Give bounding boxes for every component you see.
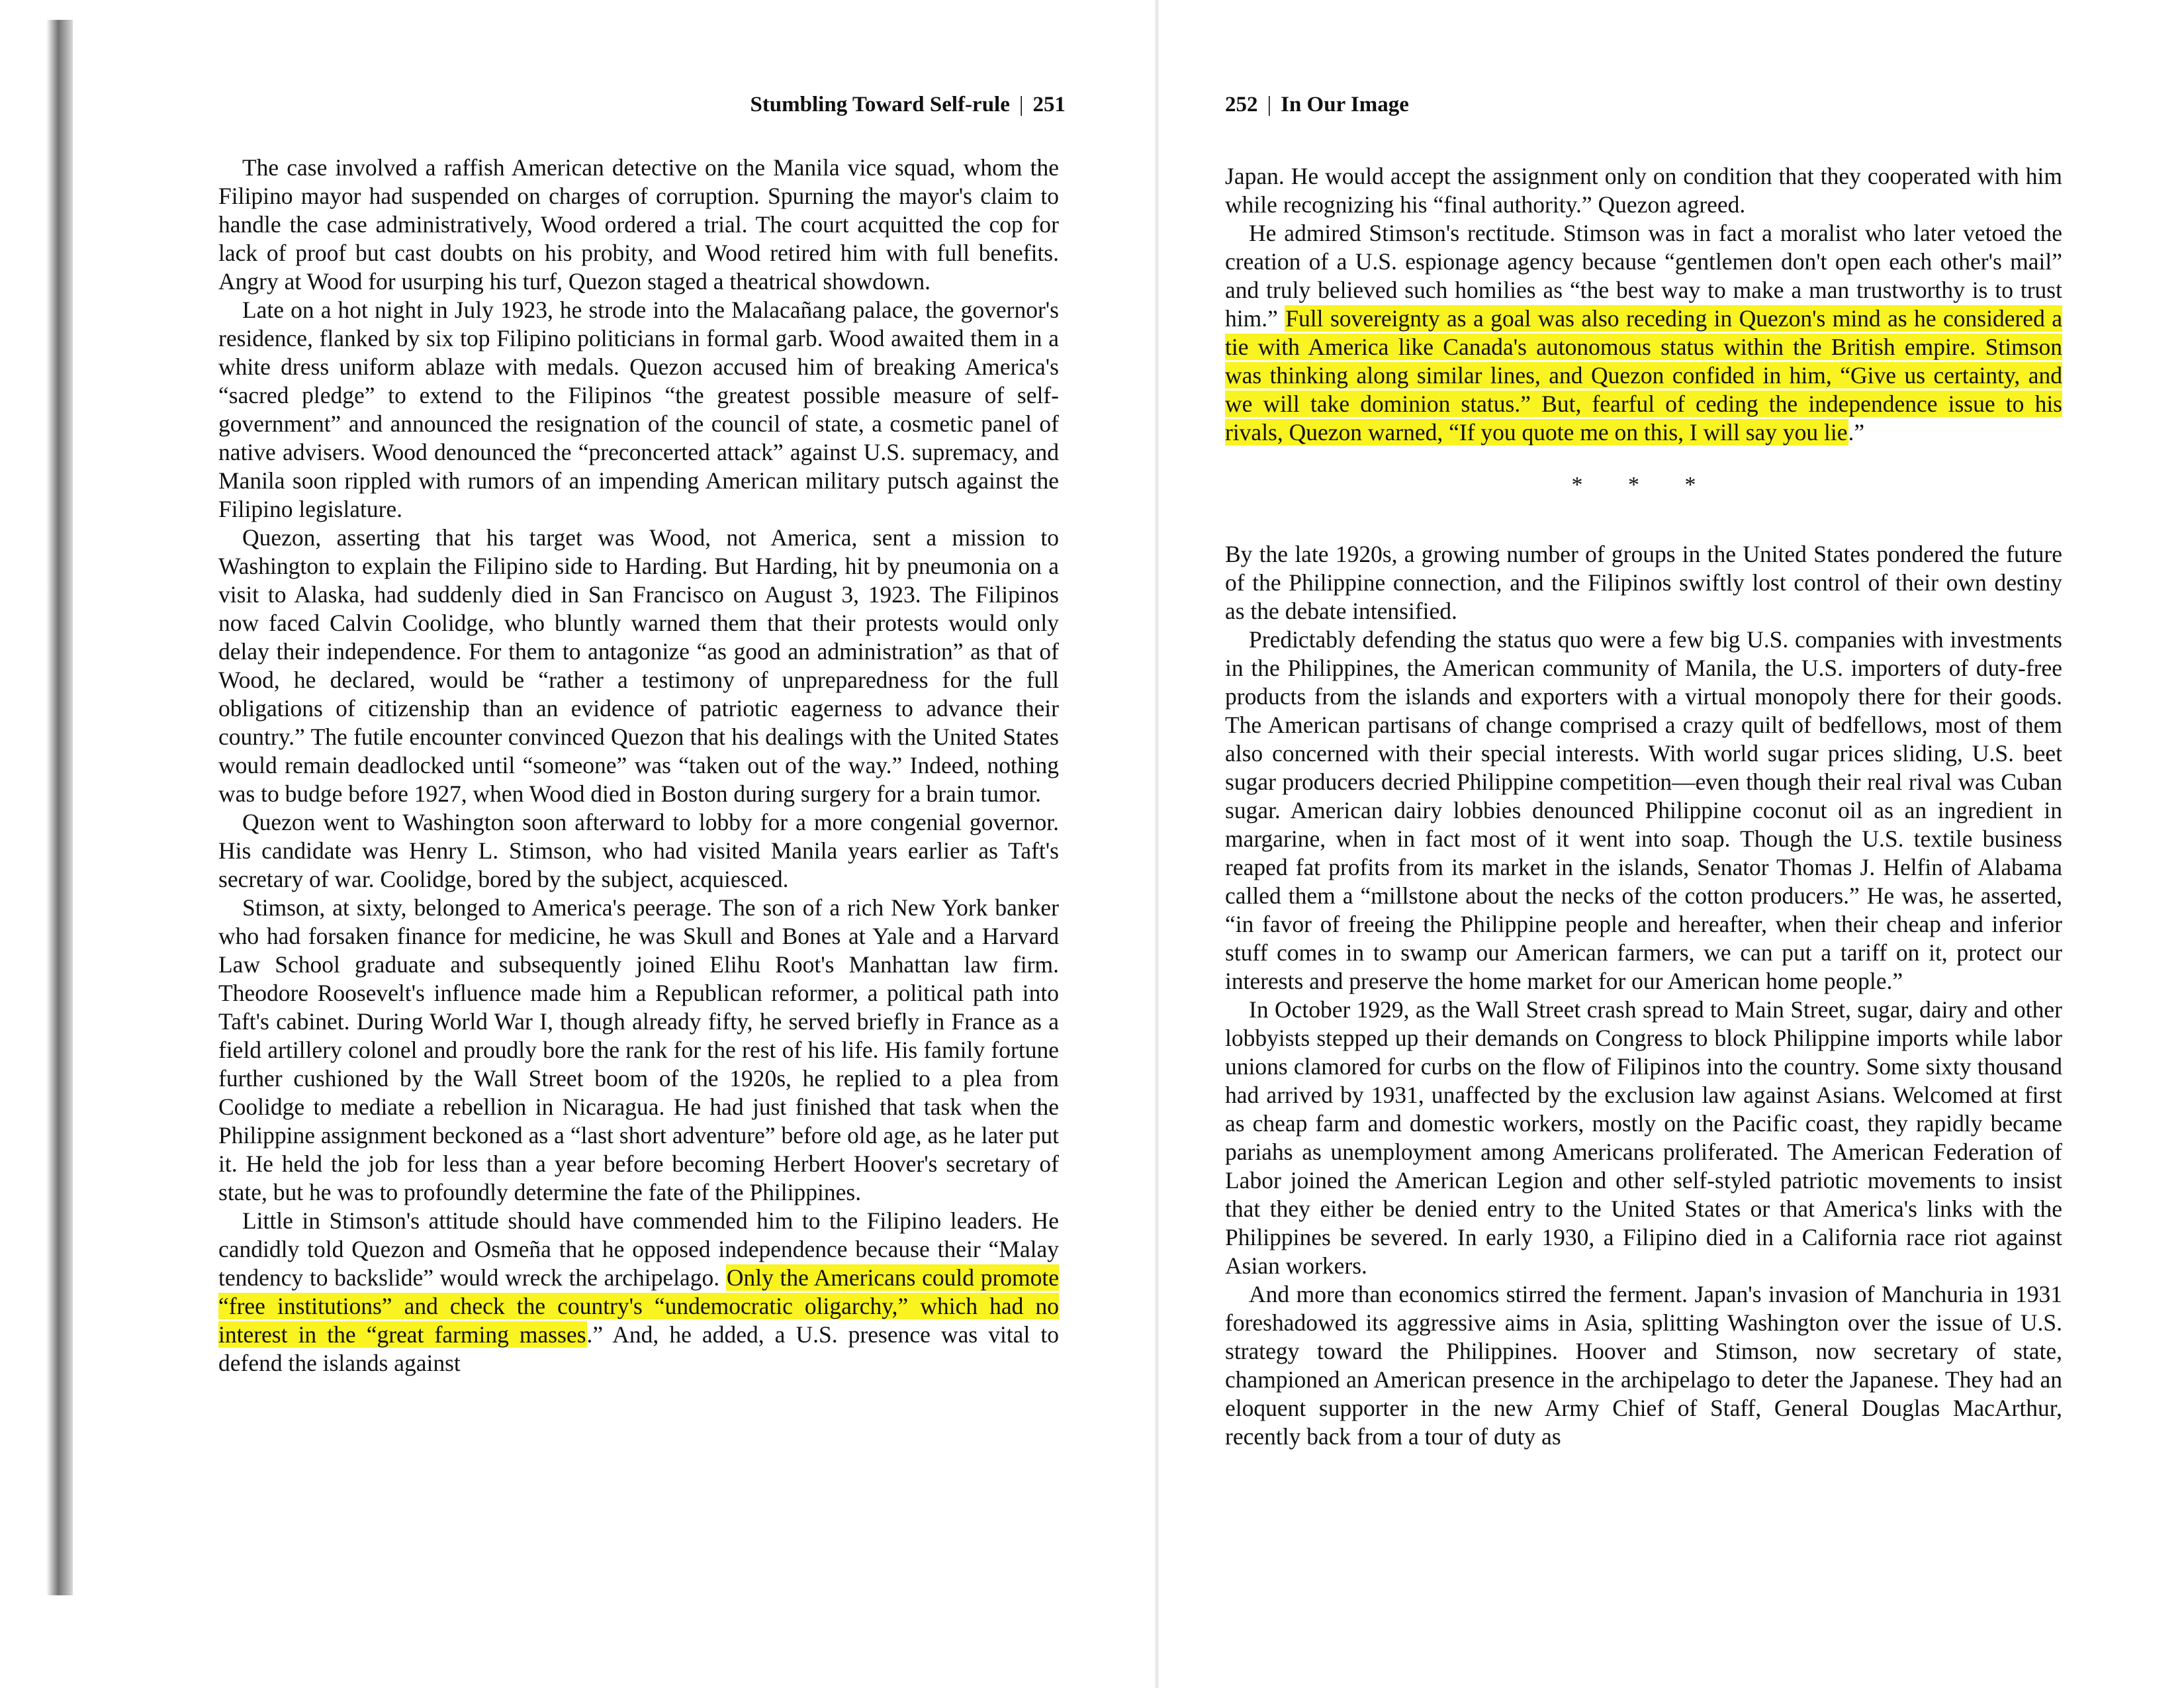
section-break: * * * — [1571, 473, 1716, 497]
paragraph-with-highlight — [1225, 219, 2062, 447]
left-running-head-title: Stumbling Toward Self-rule — [750, 93, 1010, 117]
right-running-head-title: In Our Image — [1281, 93, 1409, 117]
paragraph: Predictably defending the status quo were a few big U.S. companies with investments in the Philippines, the American community of Manila, the U.S. importers of duty-free products from the islands and exporters with a virtual monopoly there for their goods. The American partisans of change comprised a crazy quilt of bedfellows, most of them also concerned with their special interests. With world sugar prices sliding, U.S. beet sugar producers decried Philippine competition—even though their real rival was Cuban sugar. American dairy lobbies denounced Philippine coconut oil as an ingredient in margarine, when in fact most of it went into soap. Though the U.S. textile business reaped fat profits from its market in the islands, Senator Thomas J. Helfin of Alabama called them a “millstone about the necks of the cotton producers.” He was, he asserted, “in favor of freeing the Philippine people and hereafter, when their cheap and inferior stuff comes in to swamp our American farmers, we can put a tariff on it, protect our interests and preserve the home market for our American home people.” — [1225, 626, 2062, 994]
left-running-head — [750, 93, 1066, 117]
paragraph: Late on a hot night in July 1923, he strode into the Malacañang palace, the governor's residence, flanked by six top Filipino politicians in formal garb. Wood awaited them in a white dress uniform ablaze with medals. Quezon accused him of breaking America's “sacred pledge” to extend to the Filipinos “the greatest possible measure of self-government” and announced the resignation of the council of state, a cosmetic panel of native advisers. Wood denounced the “preconcerted attack” against U.S. supremacy, and Manila soon rippled with rumors of an impending American military putsch against the Filipino legislature. — [218, 297, 1059, 522]
paragraph: And more than economics stirred the ferment. Japan's invasion of Manchuria in 1931 foreshadowed its aggressive aims in Asia, splitting Washington over the issue of U.S. strategy toward the Philippines. Hoover and Stimson, now secretary of state, championed an American presence in the archipelago to deter the Japanese. They had an eloquent supporter in the new Army Chief of Staff, General Douglas MacArthur, recently back from a tour of duty as — [1225, 1281, 2062, 1450]
paragraph-text: .” And, he added, a U.S. presence was vital to defend the islands against — [218, 1321, 1059, 1376]
paragraph: The case involved a raffish American detective on the Manila vice squad, whom the Filipino mayor had suspended on charges of corruption. Spurning the mayor's claim to handle the case administratively, Wood ordered a trial. The court acquitted the cop for lack of proof but cast doubts on his probity, and Wood retired him with full benefits. Angry at Wood for usurping his turf, Quezon staged a theatrical showdown. — [218, 154, 1059, 295]
left-body-text — [218, 154, 1059, 1378]
paragraph: Quezon went to Washington soon afterward to lobby for a more congenial governor. His candidate was Henry L. Stimson, who had visited Manila years earlier as Taft's secretary of war. Coolidge, bored by the subject, acquiesced. — [218, 809, 1059, 892]
left-page-number: 251 — [1032, 93, 1066, 117]
highlighted-passage: Full sovereignty as a goal was also receding in Quezon's mind as he considered a tie with America like Canada's autonomous status within the British empire. Stimson was thinking along similar lines, and Quezon confided in him, “Give us certainty, and we will take dominion status.” But, fearful of ceding the independence issue to his rivals, Quezon warned, “If you quote me on this, I will say you lie — [1225, 305, 2063, 445]
right-body-text — [1225, 162, 2062, 1451]
right-page — [1159, 0, 2184, 1688]
paragraph: Japan. He would accept the assignment only on condition that they cooperated with him while recognizing his “final authority.” Quezon agreed. — [1225, 163, 2062, 218]
paragraph: In October 1929, as the Wall Street crash spread to Main Street, sugar, dairy and other lobbyists stepped up their demands on Congress to block Philippine imports while labor unions clamored for curbs on the flow of Filipinos into the country. Some sixty thousand had arrived by 1931, unaffected by the exclusion law against Asians. Welcomed at first as cheap farm and domestic workers, mostly on the Pacific coast, they rapidly became pariahs as unemployment among Americans proliferated. The American Federation of Labor joined the American Legion and other self-styled patriotic movements to insist that they either be denied entry to the United States or that America's links with the Philippines be severed. In early 1930, a Filipino died in a California race riot against Asian workers. — [1225, 996, 2062, 1279]
paragraph-text: .” — [1848, 419, 1865, 445]
paragraph-text: Little in Stimson's attitude should have commended him to the Filipino leaders. He candidly told Quezon and Osmeña that he opposed independence because their “Malay tendency to backslide” would wreck the archipelago. — [218, 1207, 1059, 1291]
right-running-head-separator: | — [1267, 93, 1272, 117]
right-running-head — [1225, 93, 1409, 117]
paragraph: Stimson, at sixty, belonged to America's peerage. The son of a rich New York banker who had forsaken finance for medicine, he was Skull and Bones at Yale and a Harvard Law School graduate and subsequently joined Elihu Root's Manhattan law firm. Theodore Roosevelt's influence made him a Republican reformer, a political path into Taft's cabinet. During World War I, though already fifty, he served briefly in France as a field artillery colonel and proudly bore the rank for the rest of his life. His family fortune further cushioned by the Wall Street boom of the 1920s, he replied to a plea from Coolidge to mediate a rebellion in Nicaragua. He had just finished that task when the Philippine assignment beckoned as a “last short adventure” before old age, as he later put it. He held the job for less than a year before becoming Herbert Hoover's secretary of state, but he was to profoundly determine the fate of the Philippines. — [218, 894, 1059, 1205]
paragraph: By the late 1920s, a growing number of groups in the United States pondered the future of the Philippine connection, and the Filipinos swiftly lost control of their own destiny as the debate intensified. — [1225, 541, 2062, 624]
left-running-head-separator: | — [1019, 93, 1024, 117]
paragraph: Quezon, asserting that his target was Wood, not America, sent a mission to Washington to explain the Filipino side to Harding. But Harding, hit by pneumonia on a visit to Alaska, had suddenly died in San Francisco on August 3, 1923. The Filipinos now faced Calvin Coolidge, who bluntly warned them that their protests would only delay their independence. For them to antagonize “as good an administration” as that of Wood, he declared, would be “rather a testimony of unpreparedness for the full obligations of citizenship than an evidence of patriotic eagerness to advance their country.” The futile encounter convinced Quezon that his dealings with the United States would remain deadlocked until “someone” was “taken out of the way.” Indeed, nothing was to budge before 1927, when Wood died in Boston during surgery for a brain tumor. — [218, 524, 1059, 807]
highlighted-passage: Only the Americans could promote “free institutions” and check the country's “undemocratic oligarchy,” which had no interest in the “great farming masses — [218, 1264, 1059, 1348]
paragraph-text: He admired Stimson's rectitude. Stimson was in fact a moralist who later vetoed the creation of a U.S. espionage agency because “gentlemen don't open each other's mail” and truly believed such homilies as “the best way to make a man trustworthy is to trust him.” — [1225, 220, 2062, 332]
paragraph-with-highlight — [218, 1207, 1059, 1378]
right-page-number: 252 — [1225, 93, 1258, 117]
